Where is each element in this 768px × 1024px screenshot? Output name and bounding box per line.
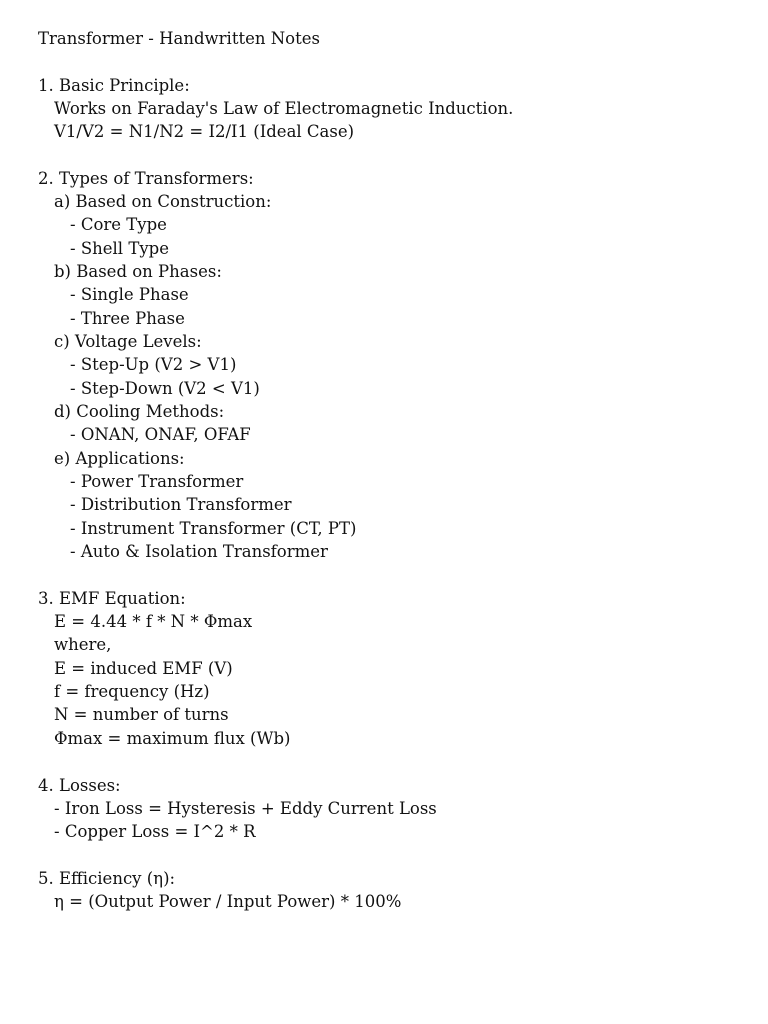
subheading: e) Applications: xyxy=(54,449,185,468)
list-item: - ONAN, ONAF, OFAF xyxy=(70,425,251,444)
list-item: - Auto & Isolation Transformer xyxy=(70,542,328,561)
section-heading-types: 2. Types of Transformers: xyxy=(38,169,254,188)
list-item: - Power Transformer xyxy=(70,472,244,491)
equation-line: η = (Output Power / Input Power) * 100% xyxy=(54,892,402,911)
definition-line: f = frequency (Hz) xyxy=(54,682,210,701)
text-line: V1/V2 = N1/N2 = I2/I1 (Ideal Case) xyxy=(54,122,355,141)
definition-line: Φmax = maximum flux (Wb) xyxy=(54,729,291,748)
definition-line: N = number of turns xyxy=(54,705,229,724)
equation-line: E = 4.44 * f * N * Φmax xyxy=(54,612,253,631)
subheading: b) Based on Phases: xyxy=(54,262,222,281)
section-heading-losses: 4. Losses: xyxy=(38,776,121,795)
page-title: Transformer - Handwritten Notes xyxy=(38,29,320,48)
list-item: - Instrument Transformer (CT, PT) xyxy=(70,519,357,538)
text-line: where, xyxy=(54,635,112,654)
list-item: - Three Phase xyxy=(70,309,185,328)
section-heading-emf-equation: 3. EMF Equation: xyxy=(38,589,186,608)
list-item: - Distribution Transformer xyxy=(70,495,292,514)
subheading: d) Cooling Methods: xyxy=(54,402,225,421)
list-item: - Iron Loss = Hysteresis + Eddy Current Loss xyxy=(54,799,437,818)
definition-line: E = induced EMF (V) xyxy=(54,659,233,678)
text-line: Works on Faraday's Law of Electromagnetic Induction. xyxy=(54,99,514,118)
list-item: - Step-Down (V2 < V1) xyxy=(70,379,260,398)
section-heading-efficiency: 5. Efficiency (η): xyxy=(38,869,176,888)
section-heading-basic-principle: 1. Basic Principle: xyxy=(38,76,190,95)
list-item: - Core Type xyxy=(70,215,167,234)
subheading: a) Based on Construction: xyxy=(54,192,272,211)
list-item: - Copper Loss = I^2 * R xyxy=(54,822,256,841)
list-item: - Step-Up (V2 > V1) xyxy=(70,355,237,374)
subheading: c) Voltage Levels: xyxy=(54,332,202,351)
list-item: - Single Phase xyxy=(70,285,189,304)
list-item: - Shell Type xyxy=(70,239,169,258)
